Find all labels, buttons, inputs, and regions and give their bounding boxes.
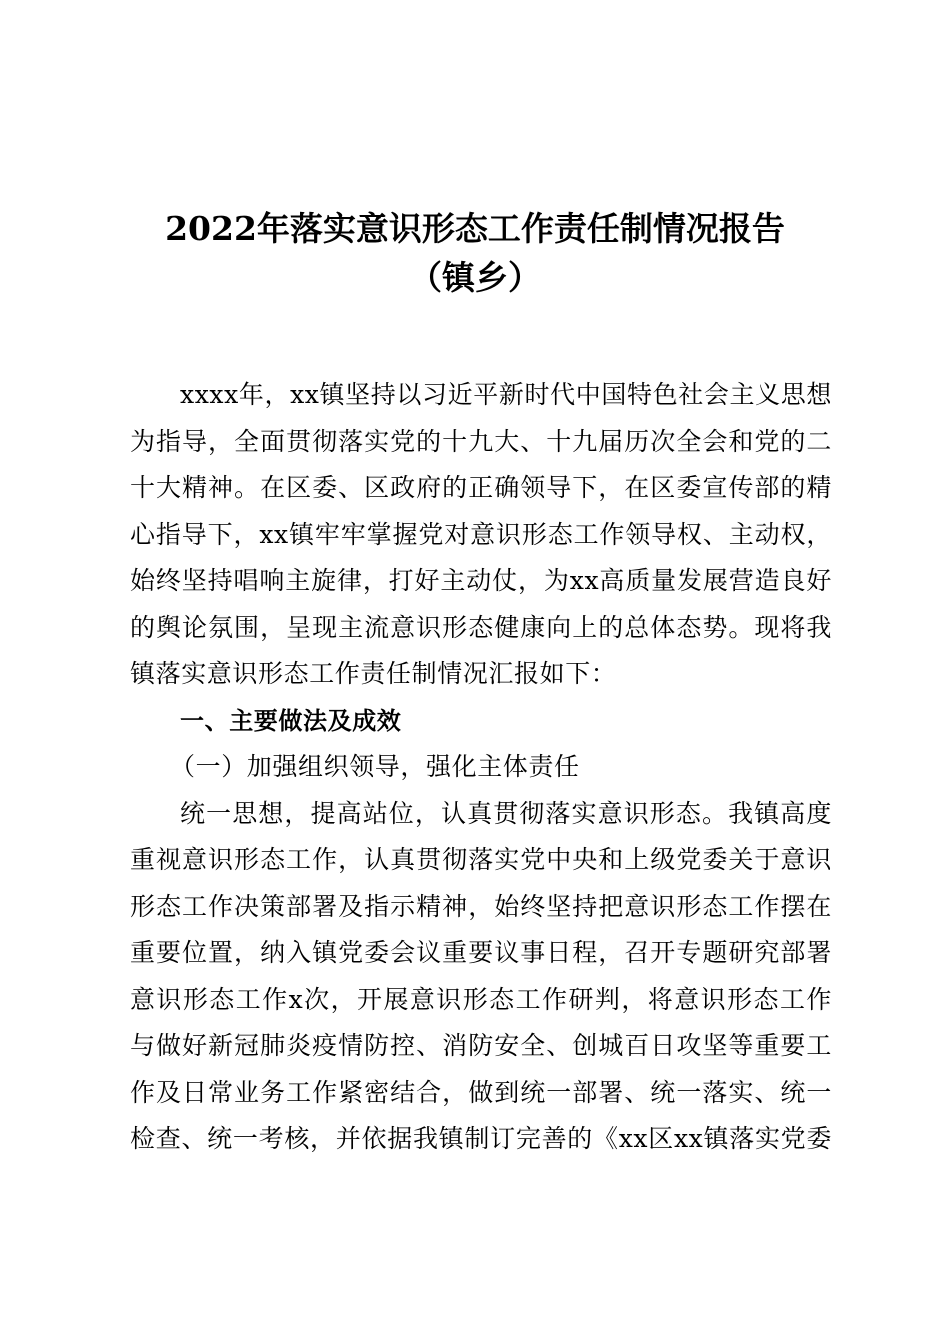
document-body — [130, 372, 832, 1163]
paragraph1-line: 始终坚持唱响主旋律，打好主动仗，为xx高质量发展营造良好 — [130, 566, 832, 595]
paragraph2-line: 作及日常业务工作紧密结合，做到统一部署、统一落实、统一 — [130, 1077, 832, 1107]
paragraph1-line: 为指导，全面贯彻落实党的十九大、十九届历次全会和党的二 — [130, 426, 832, 456]
paragraph2-line: 重要位置，纳入镇党委会议重要议事日程，召开专题研究部署 — [130, 938, 832, 967]
subsection-heading: （一）加强组织领导，强化主体责任 — [170, 752, 580, 781]
paragraph2-line: 统一思想，提高站位，认真贯彻落实意识形态。我镇高度 — [180, 798, 832, 828]
paragraph2-line: 重视意识形态工作，认真贯彻落实党中央和上级党委关于意识 — [130, 845, 832, 874]
paragraph1-line: 的舆论氛围，呈现主流意识形态健康向上的总体态势。现将我 — [130, 612, 832, 642]
paragraph1-line: 十大精神。在区委、区政府的正确领导下，在区委宣传部的精 — [130, 473, 832, 502]
paragraph2-line: 检查、统一考核，并依据我镇制订完善的《xx区xx镇落实党委 — [130, 1124, 832, 1153]
paragraph2-line: 形态工作决策部署及指示精神，始终坚持把意识形态工作摆在 — [130, 891, 832, 921]
paragraph2-line: 意识形态工作x次，开展意识形态工作研判，将意识形态工作 — [130, 984, 832, 1014]
paragraph1-line: 镇落实意识形态工作责任制情况汇报如下： — [130, 659, 617, 688]
paragraph1-line: 心指导下，xx镇牢牢掌握党对意识形态工作领导权、主动权， — [130, 519, 832, 549]
section-heading: 一、主要做法及成效 — [180, 706, 402, 735]
document-title: 2022年落实意识形态工作责任制情况报告 — [165, 209, 785, 248]
document-subtitle: （镇乡） — [409, 258, 541, 297]
paragraph1-line: xxxx年，xx镇坚持以习近平新时代中国特色社会主义思想 — [180, 380, 832, 409]
paragraph2-line: 与做好新冠肺炎疫情防控、消防安全、创城百日攻坚等重要工 — [130, 1031, 832, 1060]
